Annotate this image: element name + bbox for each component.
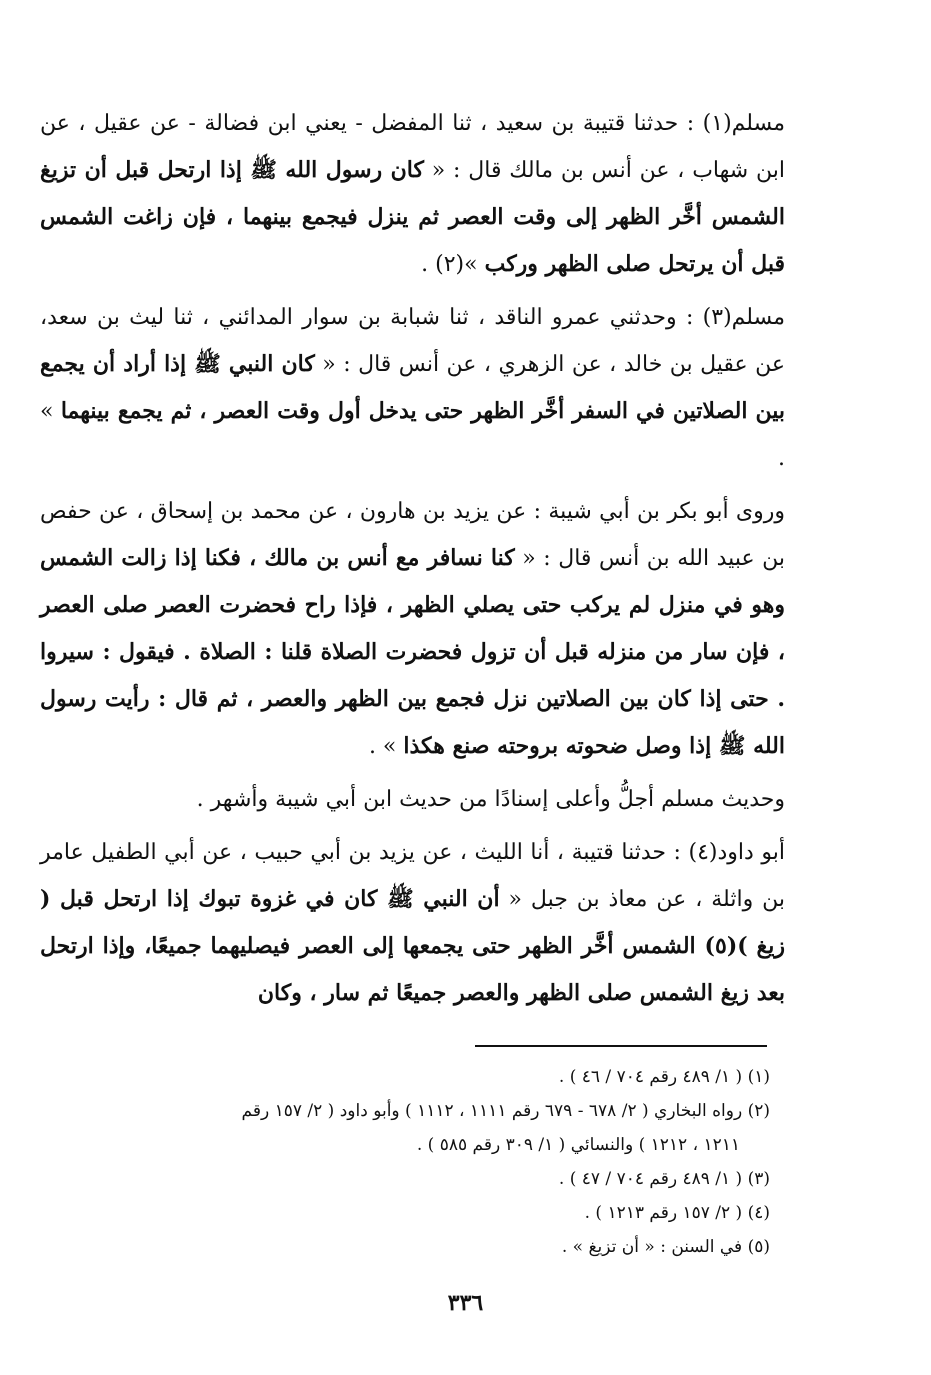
paragraph-1 bbox=[40, 100, 785, 288]
paragraph-2 bbox=[40, 294, 785, 482]
footnote-3: (٣) ( ١/ ٤٨٩ رقم ٧٠٤ / ٤٧ ) . bbox=[558, 1169, 770, 1189]
paragraph-3-hadith: كنا نسافر مع أنس بن مالك ، فكنا إذا زالت الشمس وهو في منزل لم يركب حتى يصلي الظهر ، فإذا راح فحضرت العصر صلى العصر ، فإن سار من منزله قبل أن تزول فحضرت الصلاة قلنا : الصلاة . فيقول : سيروا . حتى إذا كان بين الصلاتين نزل فجمع بين الظهر والعصر ، ثم قال : رأيت رسول الله ﷺ إذا وصل ضحوته بروحته صنع هكذا bbox=[40, 545, 785, 759]
footnote-2-continued: ١٢١١ ، ١٢١٢ ) والنسائي ( ١/ ٣٠٩ رقم ٥٨٥ ) . bbox=[416, 1135, 740, 1155]
paragraph-3 bbox=[40, 488, 785, 770]
page-number: ٣٣٦ bbox=[447, 1290, 484, 1316]
paragraph-3-tail: » . bbox=[368, 734, 404, 759]
footnote-4: (٤) ( ٢/ ١٥٧ رقم ١٢١٣ ) . bbox=[584, 1203, 770, 1223]
paragraph-5-hadith: أن النبي ﷺ كان في غزوة تبوك إذا ارتحل قبل ( زيغ )(٥) الشمس أخَّر الظهر حتى يجمعها إلى العصر فيصليهما جميعًا، وإذا ارتحل بعد زيغ الشمس صلى الظهر والعصر جميعًا ثم سار ، وكان bbox=[40, 886, 785, 1006]
footnote-divider bbox=[475, 1045, 767, 1047]
paragraph-5-plain: أبو داود(٤) : حدثنا قتيبة ، أنا الليث ، عن يزيد بن أبي حبيب ، عن أبي الطفيل عامر بن واثلة ، عن معاذ بن جبل « bbox=[40, 840, 786, 912]
paragraph-5 bbox=[40, 829, 785, 1017]
paragraph-1-hadith: كان رسول الله ﷺ إذا ارتحل قبل أن تزيغ الشمس أخَّر الظهر إلى وقت العصر ثم ينزل فيجمع بينهما ، فإن زاغت الشمس قبل أن يرتحل صلى الظهر وركب bbox=[40, 157, 785, 277]
paragraph-3-plain: وروى أبو بكر بن أبي شيبة : عن يزيد بن هارون ، عن محمد بن إسحاق ، عن حفص بن عبيد الله بن أنس قال : « bbox=[40, 499, 785, 571]
paragraph-2-tail: » . bbox=[40, 399, 785, 471]
paragraph-4-plain: وحديث مسلم أجلُّ وأعلى إسنادًا من حديث ابن أبي شيبة وأشهر . bbox=[196, 787, 785, 812]
paragraph-4 bbox=[40, 776, 785, 823]
footnote-2: (٢) رواه البخاري ( ٢/ ٦٧٨ - ٦٧٩ رقم ١١١١ ، ١١١٢ ) وأبو داود ( ٢/ ١٥٧ رقم bbox=[241, 1101, 770, 1121]
paragraph-1-tail: »(٢) . bbox=[421, 252, 485, 277]
paragraph-2-plain: مسلم(٣) : وحدثني عمرو الناقد ، ثنا شبابة بن سوار المدائني ، ثنا ليث بن سعد، عن عقيل بن خالد ، عن الزهري ، عن أنس قال : « bbox=[40, 305, 785, 377]
paragraph-2-hadith: كان النبي ﷺ إذا أراد أن يجمع بين الصلاتين في السفر أخَّر الظهر حتى يدخل أول وقت العصر ، ثم يجمع بينهما bbox=[40, 351, 785, 424]
paragraph-1-plain: مسلم(١) : حدثنا قتيبة بن سعيد ، ثنا المفضل - يعني ابن فضالة - عن عقيل ، عن ابن شهاب ، عن أنس بن مالك قال : « bbox=[40, 111, 786, 183]
footnote-1: (١) ( ١/ ٤٨٩ رقم ٧٠٤ / ٤٦ ) . bbox=[558, 1067, 770, 1087]
footnote-5: (٥) في السنن : « أن تزيغ » . bbox=[561, 1237, 770, 1257]
main-text bbox=[40, 100, 785, 1023]
footnotes bbox=[40, 1060, 770, 1264]
